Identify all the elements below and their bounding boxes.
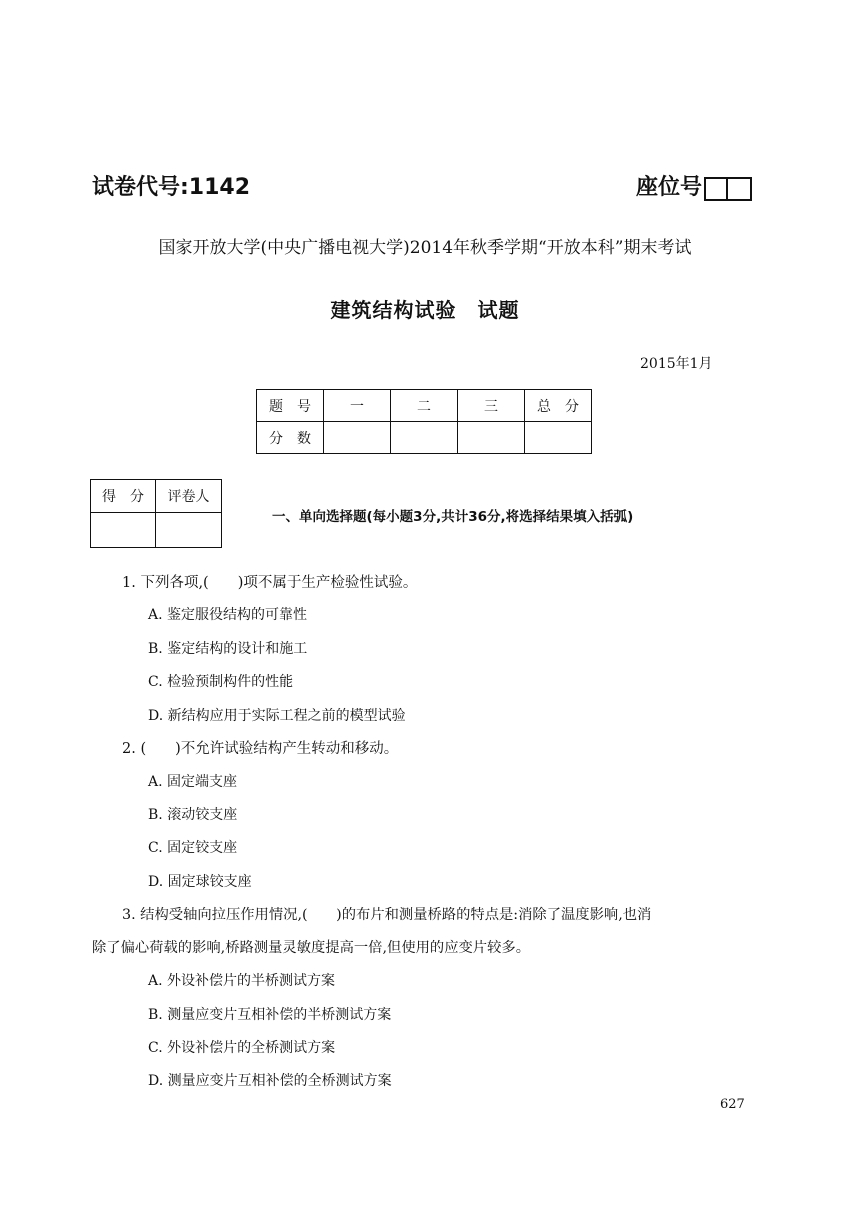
score-cell[interactable]: [91, 513, 156, 548]
table-cell[interactable]: [391, 422, 458, 454]
table-row: [91, 480, 222, 513]
table-cell[interactable]: [458, 422, 525, 454]
option-item: B. 测量应变片互相补偿的半桥测试方案: [148, 1007, 392, 1023]
page-number: 627: [720, 1097, 745, 1112]
grader-cell[interactable]: [156, 513, 222, 548]
option-item: A. 鉴定服役结构的可靠性: [148, 607, 308, 623]
table-cell: 分 数: [257, 422, 324, 454]
grader-table: [90, 479, 222, 548]
option-item: A. 固定端支座: [148, 774, 238, 790]
option-item: A. 外设补偿片的半桥测试方案: [148, 973, 336, 989]
option-item: C. 外设补偿片的全桥测试方案: [148, 1040, 336, 1056]
score-label: 得 分: [91, 480, 156, 513]
subject-title: 建筑结构试验 试题: [330, 298, 520, 322]
section-title: 一、单向选择题(每小题3分,共计36分,将选择结果填入括弧): [272, 509, 634, 525]
exam-title: 国家开放大学(中央广播电视大学)2014年秋季学期“开放本科”期末考试: [158, 238, 692, 258]
exam-date: 2015年1月: [640, 356, 713, 372]
option-item: B. 滚动铰支座: [148, 807, 238, 823]
table-row: [91, 513, 222, 548]
table-cell: 二: [391, 390, 458, 422]
table-cell: 题 号: [257, 390, 324, 422]
seat-number-field: [636, 170, 752, 201]
seat-boxes: [704, 177, 752, 201]
question-stem: 1. 下列各项,( )项不属于生产检验性试验。: [122, 575, 418, 591]
table-cell: 一: [324, 390, 391, 422]
option-item: D. 固定球铰支座: [148, 874, 252, 890]
table-cell[interactable]: [324, 422, 391, 454]
option-item: D. 新结构应用于实际工程之前的模型试验: [148, 708, 406, 724]
table-row: [257, 422, 592, 454]
paper-code: 试卷代号:1142: [92, 175, 251, 200]
option-item: C. 检验预制构件的性能: [148, 674, 294, 690]
option-item: B. 鉴定结构的设计和施工: [148, 641, 308, 657]
seat-label: 座位号: [636, 175, 703, 200]
score-summary-table: [256, 389, 592, 454]
option-item: D. 测量应变片互相补偿的全桥测试方案: [148, 1073, 392, 1089]
seat-box: [728, 177, 752, 201]
question-stem-continued: 除了偏心荷载的影响,桥路测量灵敏度提高一倍,但使用的应变片较多。: [92, 940, 530, 956]
table-cell[interactable]: [525, 422, 592, 454]
option-item: C. 固定铰支座: [148, 840, 238, 856]
table-row: [257, 390, 592, 422]
question-stem: 3. 结构受轴向拉压作用情况,( )的布片和测量桥路的特点是:消除了温度影响,也消: [122, 907, 652, 923]
table-cell: 总 分: [525, 390, 592, 422]
question-stem: 2. ( )不允许试验结构产生转动和移动。: [122, 741, 399, 757]
seat-box: [704, 177, 728, 201]
grader-label: 评卷人: [156, 480, 222, 513]
table-cell: 三: [458, 390, 525, 422]
